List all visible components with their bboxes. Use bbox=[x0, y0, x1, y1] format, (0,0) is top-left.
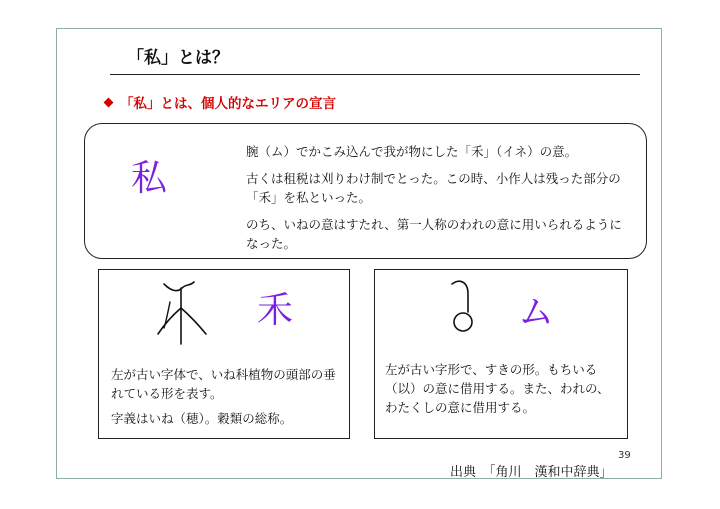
kanji-grain: 禾 bbox=[257, 290, 294, 331]
definition-line: 古くは租税は刈りわけ制でとった。この時、小作人は残った部分の「禾」を私といった。 bbox=[246, 171, 621, 205]
title-divider bbox=[110, 74, 640, 75]
kanji-mu: ム bbox=[518, 292, 555, 333]
mu-line: 左が古い字形で、すきの形。もちいる（以）の意に借用する。また、われの、わたくしの意に借用する。 bbox=[385, 362, 610, 415]
definition-text bbox=[246, 142, 632, 261]
page-number: 39 bbox=[618, 450, 631, 461]
bullet-text: 「私」とは、個人的なエリアの宣言 bbox=[120, 96, 336, 112]
definition-line: のち、いねの意はすたれ、第一人称のわれの意に用いられるようになった。 bbox=[246, 217, 622, 251]
mu-description bbox=[385, 360, 621, 423]
definition-line: 腕（ム）でかこみ込んで我が物にした「禾」（イネ）の意。 bbox=[246, 144, 578, 159]
grain-description bbox=[111, 365, 341, 434]
diamond-bullet-icon bbox=[104, 97, 114, 107]
ancient-mu-glyph bbox=[446, 276, 480, 336]
ancient-grain-glyph bbox=[150, 278, 212, 348]
slide-title: 「私」とは？ bbox=[127, 48, 229, 68]
grain-line: 左が古い字体で、いね科植物の頭部の垂れている形を表す。 bbox=[111, 367, 336, 401]
bullet-heading bbox=[105, 92, 336, 112]
kanji-watashi: 私 bbox=[131, 158, 168, 199]
source-citation: 出典 「角川 漢和中辞典」 bbox=[450, 465, 613, 480]
grain-line: 字義はいね（穂）。穀類の総称。 bbox=[111, 411, 293, 426]
